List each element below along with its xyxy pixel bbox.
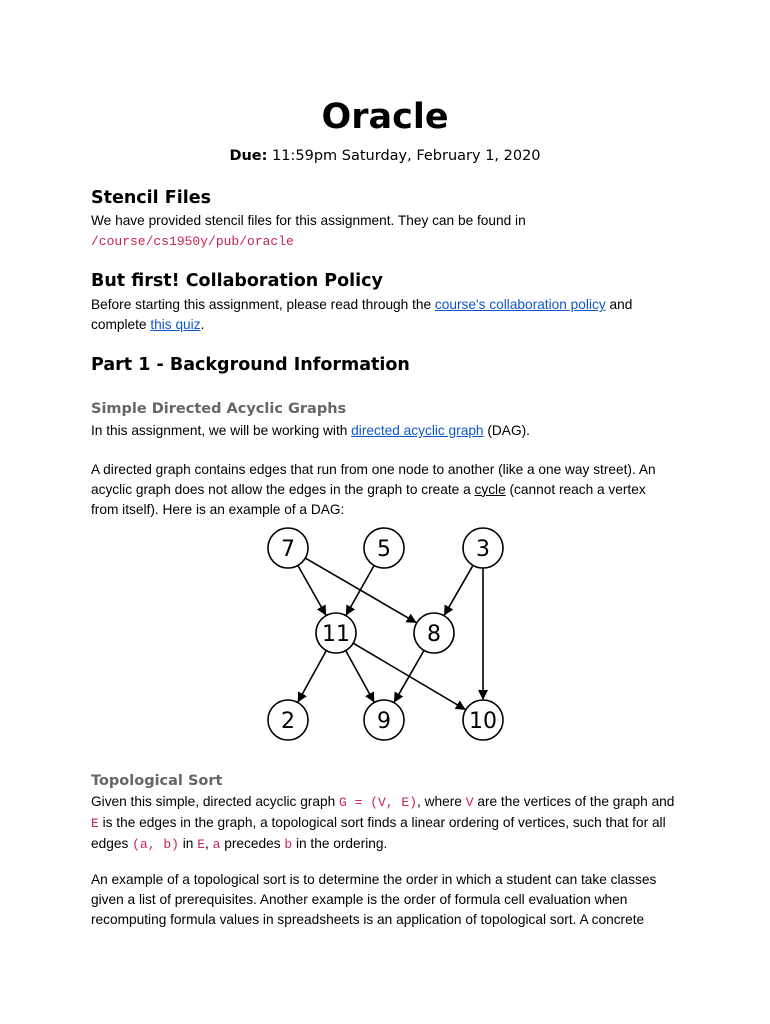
due-value: 11:59pm Saturday, February 1, 2020 [272,148,541,164]
collab-text-complete: complete [91,316,151,332]
node-label: 5 [377,537,391,562]
topo-l3-a: edges [91,835,133,851]
node-label: 9 [377,709,391,734]
due-label: Due: [229,148,268,164]
stencil-heading: Stencil Files [91,188,211,208]
topo-p2-l3: recomputing formula values in spreadsheets is an application of topological sort. A concrete [91,911,645,927]
topo-examples [91,870,691,929]
node-7 [268,528,308,568]
topo-l2-a: is the edges in the graph, a topological sort finds a linear ordering of vertices, such that for all [98,814,666,830]
code-ab: (a, b) [132,836,179,852]
page-title: Oracle [321,97,449,137]
stencil-path: /course/cs1950y/pub/oracle [91,233,294,249]
part1-heading: Part 1 - Background Information [91,355,410,375]
dag-link[interactable]: directed acyclic graph [351,423,484,438]
edge-11-to-9 [346,651,374,702]
node-5 [364,528,404,568]
node-label: 3 [476,537,490,562]
topo-l3-b: in [178,835,198,851]
collab-text-and: and [605,297,633,312]
topo-p2-l2: given a list of prerequisites. Another example is the order of formula cell evaluation when [91,891,628,907]
collab-text-before: Before starting this assignment, please read through the [91,297,435,312]
topo-l1-c: are the vertices of the graph and [473,794,675,809]
node-10 [463,700,503,740]
node-9 [364,700,404,740]
dag-desc-line2-before: acyclic graph does not allow the edges in the graph to create a [91,481,475,497]
topo-heading: Topological Sort [91,773,223,789]
topo-p2-l1: An example of a topological sort is to determine the order in which a student can take classes [91,872,657,887]
dag-desc-line1: A directed graph contains edges that run from one node to another (like a one way street). An [91,462,656,477]
dag-heading: Simple Directed Acyclic Graphs [91,401,347,417]
collab-heading: But first! Collaboration Policy [91,271,383,291]
dag-intro-after: (DAG). [483,423,530,438]
edge-11-to-2 [298,651,326,702]
cycle-term: cycle [474,481,506,497]
code-g: G = (V, E) [339,795,418,810]
topo-l3-e: in the ordering. [292,835,388,851]
dag-desc-line3: from itself). Here is an example of a DAG: [91,501,345,517]
edge-7-to-11 [298,565,326,614]
code-b: b [284,836,293,852]
node-label: 8 [427,622,441,647]
node-label: 2 [281,709,295,734]
dag-desc-line2-after: (cannot reach a vertex [505,481,646,497]
code-v: V [465,795,474,810]
code-e2: E [197,836,205,852]
collab-policy-link[interactable]: course's collaboration policy [434,297,606,312]
node-3 [463,528,503,568]
topo-l3-d: precedes [220,835,285,851]
dag-intro-before: In this assignment, we will be working with [91,423,352,438]
quiz-link[interactable]: this quiz [150,316,201,332]
node-label: 10 [469,709,497,734]
topo-l1-a: Given this simple, directed acyclic graph [91,794,339,809]
edge-8-to-9 [394,650,424,701]
collab-text-end: . [200,316,205,332]
node-8 [414,613,454,653]
edge-5-to-11 [346,565,374,614]
node-label: 11 [322,622,350,647]
node-11 [316,613,356,653]
node-2 [268,700,308,740]
topo-definition [91,792,691,854]
stencil-line: We have provided stencil files for this assignment. They can be found in [91,213,526,228]
node-label: 7 [281,537,295,562]
code-a: a [212,836,221,852]
code-e: E [91,815,99,831]
topo-l3-c: , [205,835,213,851]
topo-l1-b: , where [417,794,466,809]
edge-3-to-8 [444,565,473,614]
